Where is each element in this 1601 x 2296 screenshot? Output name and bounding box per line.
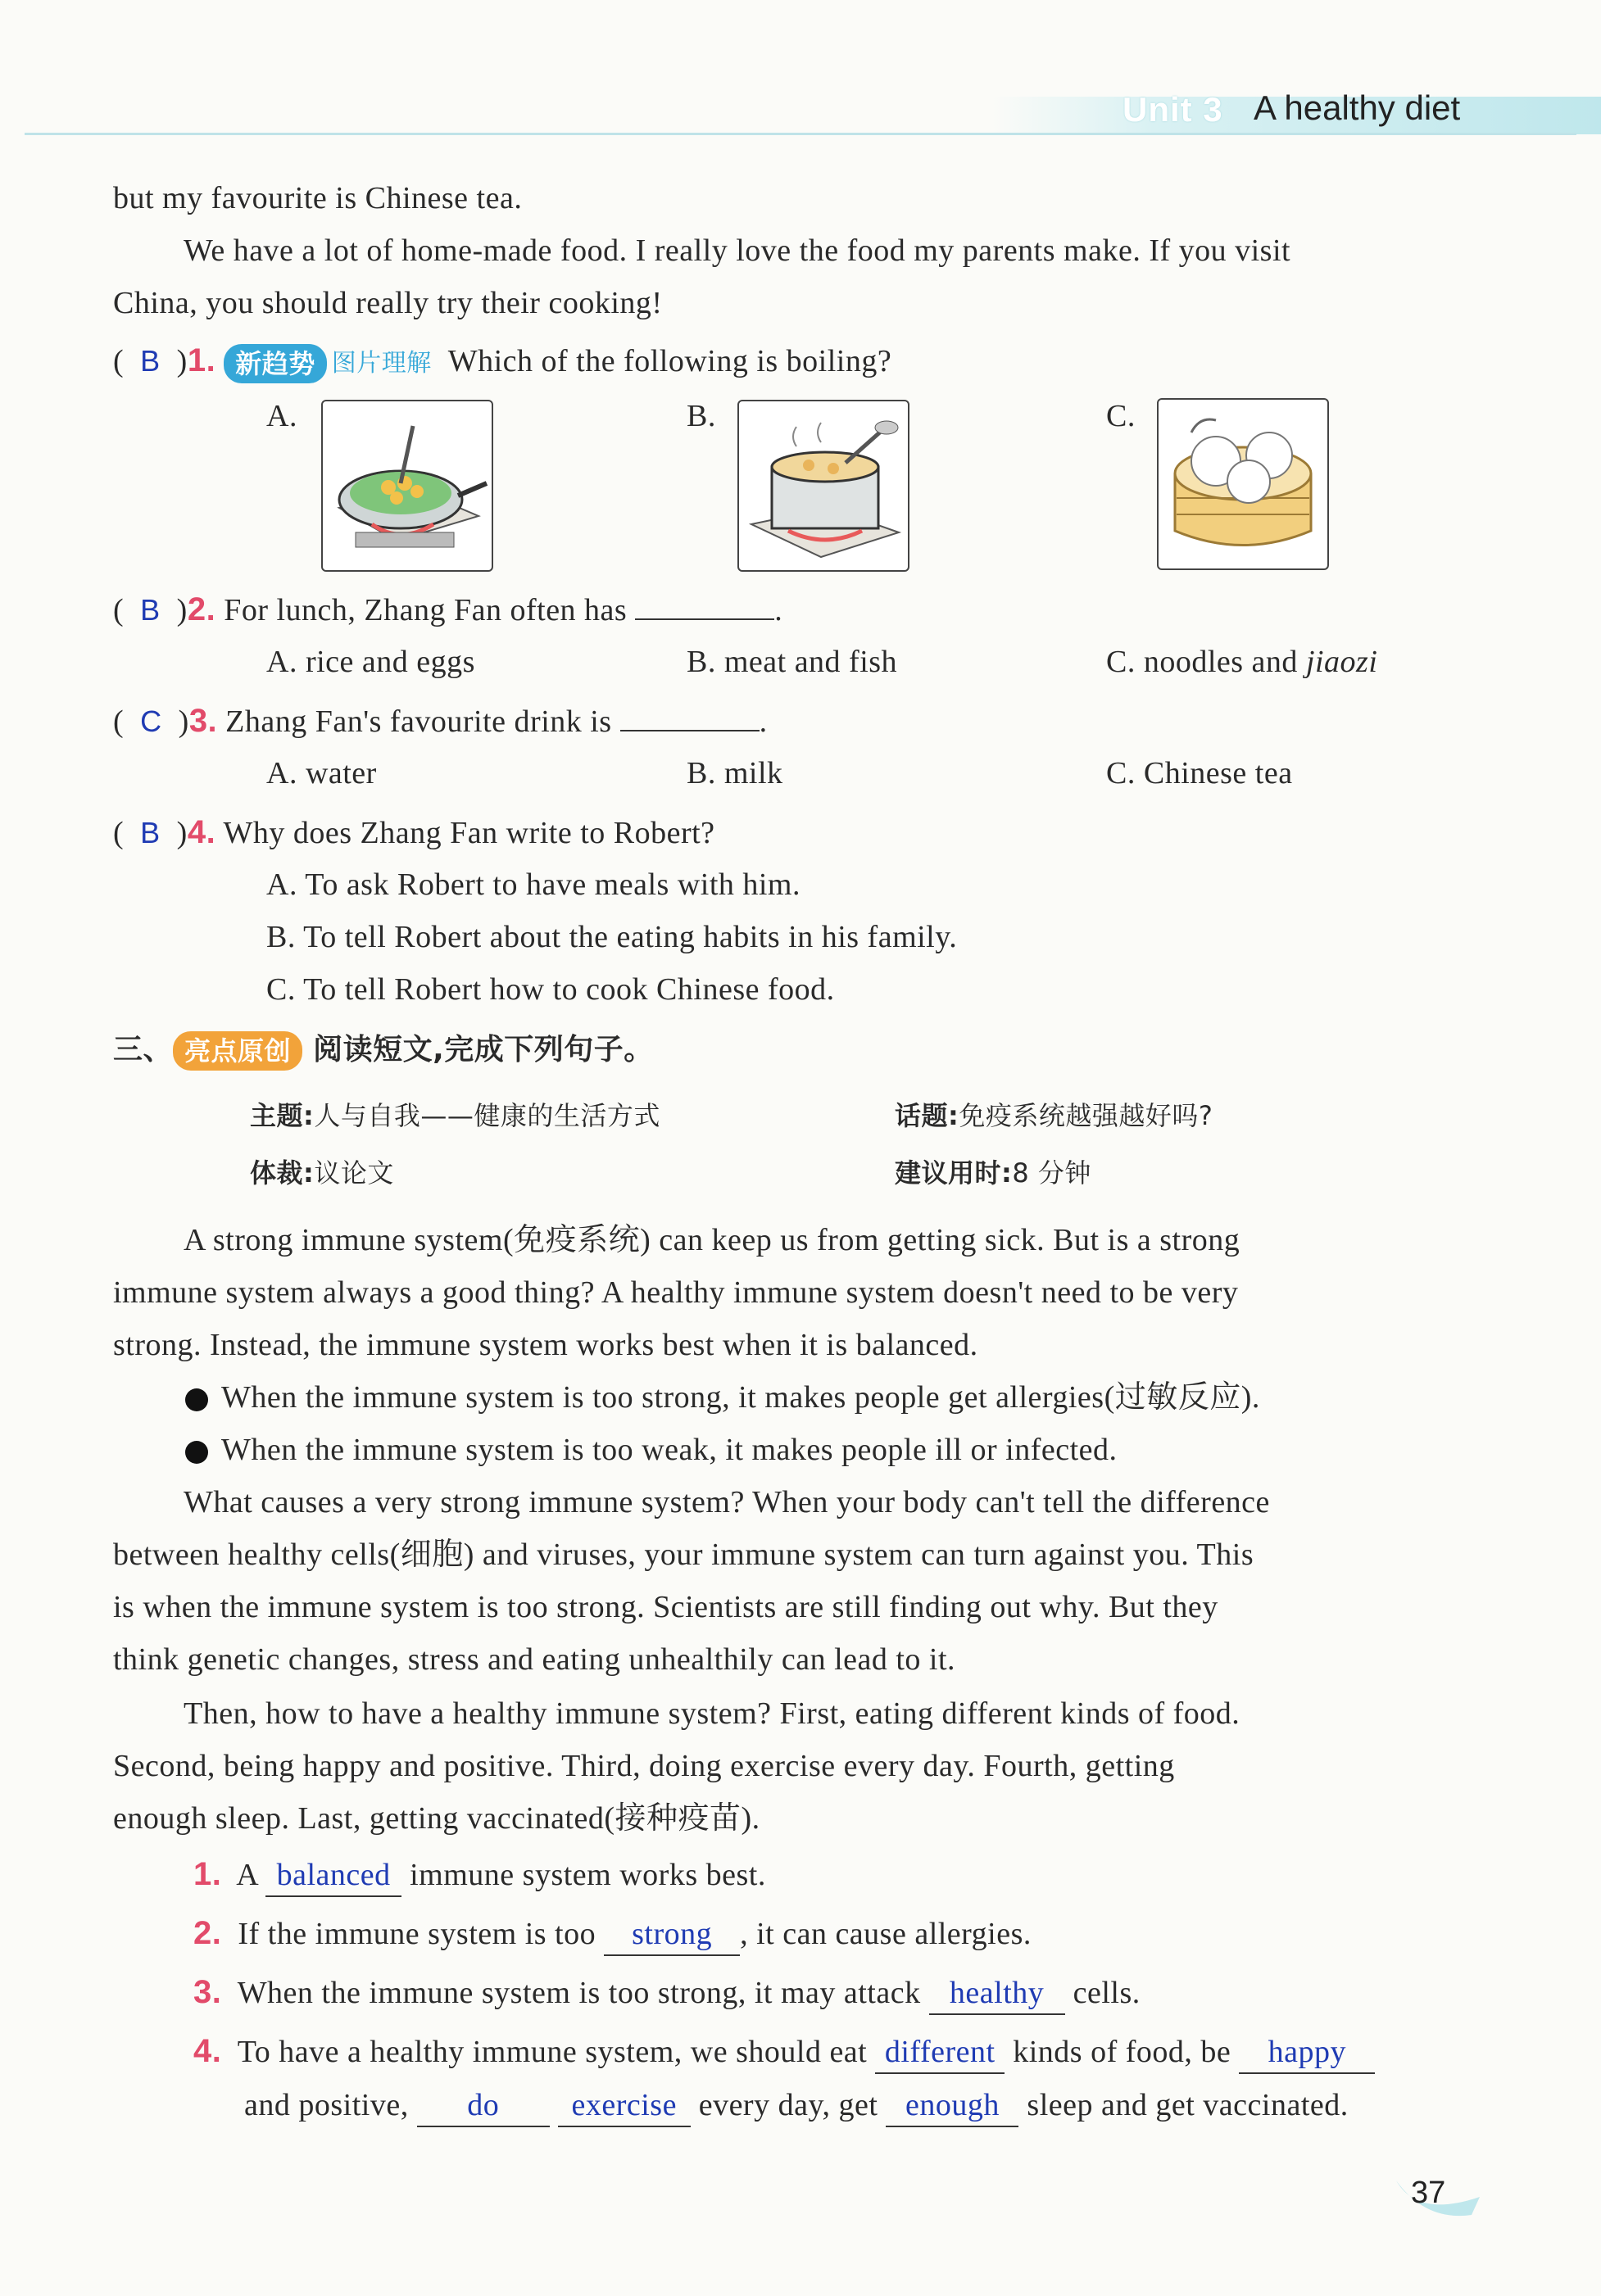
passage-line: between healthy cells(细胞) and viruses, your immune system can turn against you. This xyxy=(113,1537,1254,1572)
stem-punct: . xyxy=(759,704,768,739)
theme-value: 人与自我——健康的生活方式 xyxy=(314,1100,660,1131)
option-label: B. xyxy=(687,399,716,433)
genre-label: 体裁: xyxy=(250,1157,315,1189)
answer-mark: B xyxy=(140,816,161,849)
passage-line: What causes a very strong immune system? When your body can't tell the difference xyxy=(184,1485,1270,1519)
theme-row xyxy=(250,1089,660,1142)
answer-blank[interactable] xyxy=(1239,2031,1375,2074)
genre-value: 议论文 xyxy=(314,1157,394,1189)
steamer-image xyxy=(1157,398,1329,570)
question-3: ( C )3. Zhang Fan's favourite drink is . xyxy=(113,703,768,739)
question-number: 1. xyxy=(187,342,216,378)
passage-line: A strong immune system(免疫系统) can keep us from getting sick. But is a strong xyxy=(184,1223,1240,1257)
topic-row xyxy=(895,1089,1213,1142)
passage-line: China, you should really try their cooking! xyxy=(113,286,663,320)
topic-label: 话题: xyxy=(895,1100,959,1131)
option-b: B. meat and fish xyxy=(687,645,898,679)
option-label: A. xyxy=(266,399,297,433)
sentence-before: A xyxy=(236,1858,258,1892)
trend-tag: 新趋势 xyxy=(224,344,327,383)
answer-blank[interactable] xyxy=(886,2085,1018,2127)
passage-line: Then, how to have a healthy immune system? First, eating different kinds of food. xyxy=(184,1696,1240,1731)
header-rule xyxy=(25,133,1576,135)
time-row xyxy=(895,1147,1091,1199)
option-c xyxy=(1106,636,1377,688)
blank-answer: different xyxy=(884,2035,996,2069)
question-stem: Zhang Fan's favourite drink is xyxy=(225,704,612,739)
blank-answer: enough xyxy=(905,2088,1000,2122)
sentence-before: When the immune system is too strong, it may attack xyxy=(237,1976,921,2010)
blank-answer: healthy xyxy=(949,1976,1045,2010)
option-c-italic: jiaozi xyxy=(1305,645,1378,679)
answer-mark: B xyxy=(140,344,161,378)
passage-line: think genetic changes, stress and eating unhealthily can lead to it. xyxy=(113,1642,956,1677)
section-heading xyxy=(113,1024,654,1076)
section-instruction: 阅读短文,完成下列句子。 xyxy=(313,1033,654,1066)
sentence-after: sleep and get vaccinated. xyxy=(1027,2088,1349,2122)
blank-answer: strong xyxy=(632,1917,713,1951)
question-number: 4. xyxy=(187,814,216,850)
unit-label: Unit 3 xyxy=(1123,90,1223,129)
sentence-after: , it can cause allergies. xyxy=(740,1917,1032,1951)
answer-blank[interactable] xyxy=(635,618,774,620)
bullet-text: When the immune system is too strong, it makes people get allergies(过敏反应). xyxy=(221,1380,1260,1415)
option-b: B. To tell Robert about the eating habits in his family. xyxy=(266,920,958,954)
question-number: 2. xyxy=(193,1915,222,1951)
answer-mark: B xyxy=(140,593,161,627)
answer-blank[interactable] xyxy=(265,1854,401,1897)
completion-4 xyxy=(193,2025,1375,2078)
answer-blank[interactable] xyxy=(620,730,760,731)
question-number: 2. xyxy=(187,591,216,627)
time-label: 建议用时: xyxy=(895,1157,1013,1189)
question-number: 1. xyxy=(193,1856,222,1892)
answer-blank[interactable] xyxy=(929,1972,1065,2015)
question-1: ( B )1. 新趋势 图片理解 Which of the following is boiling? xyxy=(113,334,891,390)
bullet-item xyxy=(185,1424,1118,1476)
passage-line: Second, being happy and positive. Third, doing exercise every day. Fourth, getting xyxy=(113,1749,1175,1783)
completion-2 xyxy=(193,1907,1032,1960)
passage-line: is when the immune system is too strong. Scientists are still finding out why. But they xyxy=(113,1590,1218,1624)
option-b: B. milk xyxy=(687,756,783,790)
option-a: A. To ask Robert to have meals with him. xyxy=(266,867,800,902)
answer-blank[interactable] xyxy=(417,2085,550,2127)
blank-answer: happy xyxy=(1268,2035,1346,2069)
option-c: C. Chinese tea xyxy=(1106,756,1293,790)
question-number: 3. xyxy=(193,1974,222,2010)
option-a: A. rice and eggs xyxy=(266,645,475,679)
section-number: 三、 xyxy=(113,1033,174,1066)
question-number: 4. xyxy=(193,2033,222,2069)
stem-punct: . xyxy=(774,593,783,627)
theme-label: 主题: xyxy=(250,1100,315,1131)
completion-4-line2 xyxy=(244,2079,1349,2131)
answer-mark: C xyxy=(140,704,162,738)
sentence-after: cells. xyxy=(1073,1976,1141,2010)
sentence-before: To have a healthy immune system, we should eat xyxy=(237,2035,868,2069)
frying-pan-image xyxy=(321,400,493,572)
time-value: 8 分钟 xyxy=(1012,1157,1091,1189)
question-stem: Which of the following is boiling? xyxy=(447,344,892,378)
passage-line: immune system always a good thing? A healthy immune system doesn't need to be very xyxy=(113,1275,1239,1310)
sentence-after: immune system works best. xyxy=(410,1858,766,1892)
completion-3 xyxy=(193,1966,1141,2019)
blank-answer: balanced xyxy=(276,1858,391,1892)
option-c-text: C. noodles and xyxy=(1106,645,1306,679)
original-tag: 亮点原创 xyxy=(173,1031,302,1071)
sentence-before: and positive, xyxy=(244,2088,409,2122)
bullet-dot xyxy=(185,1441,208,1464)
genre-row xyxy=(250,1147,394,1199)
unit-title: A healthy diet xyxy=(1254,88,1461,127)
option-a: A. water xyxy=(266,756,377,790)
answer-blank[interactable] xyxy=(558,2085,691,2127)
question-2: ( B )2. For lunch, Zhang Fan often has . xyxy=(113,591,783,627)
option-c: C. To tell Robert how to cook Chinese food. xyxy=(266,972,835,1007)
sentence-mid: every day, get xyxy=(698,2088,878,2122)
sentence-mid: kinds of food, be xyxy=(1013,2035,1231,2069)
answer-blank[interactable] xyxy=(875,2031,1005,2074)
passage-line: strong. Instead, the immune system works best when it is balanced. xyxy=(113,1328,978,1362)
question-number: 3. xyxy=(188,703,218,739)
sentence-before: If the immune system is too xyxy=(238,1917,596,1951)
passage-line: but my favourite is Chinese tea. xyxy=(113,181,523,215)
page-number: 37 xyxy=(1411,2176,1446,2210)
completion-1 xyxy=(193,1848,766,1901)
passage-line: We have a lot of home-made food. I really love the food my parents make. If you visit xyxy=(184,233,1291,268)
bullet-dot xyxy=(185,1388,208,1411)
bullet-text: When the immune system is too weak, it makes people ill or infected. xyxy=(221,1433,1118,1467)
bullet-item xyxy=(185,1371,1260,1424)
blank-answer: exercise xyxy=(571,2088,677,2122)
tag-subtitle: 图片理解 xyxy=(331,349,432,378)
boiling-pot-image xyxy=(737,400,909,572)
blank-answer: do xyxy=(467,2088,500,2122)
question-stem: Why does Zhang Fan write to Robert? xyxy=(223,816,715,850)
topic-value: 免疫系统越强越好吗? xyxy=(959,1100,1213,1131)
question-4: ( B )4. Why does Zhang Fan write to Robert? xyxy=(113,814,715,850)
option-label: C. xyxy=(1106,399,1136,433)
passage-line: enough sleep. Last, getting vaccinated(接种疫苗). xyxy=(113,1801,760,1836)
question-stem: For lunch, Zhang Fan often has xyxy=(224,593,628,627)
answer-blank[interactable] xyxy=(604,1913,740,1956)
